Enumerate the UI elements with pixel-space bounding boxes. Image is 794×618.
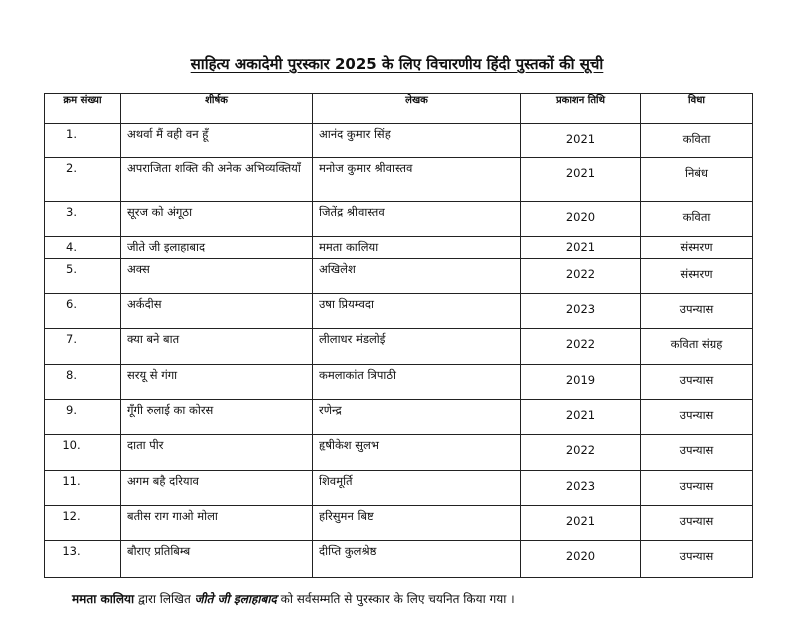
table-header-row xyxy=(45,94,753,124)
cell-author: हरिसुमन बिष्ट xyxy=(313,506,521,541)
table-row xyxy=(45,435,753,471)
cell-date: 2021 xyxy=(521,400,641,435)
column-header-title: शीर्षक xyxy=(121,94,313,124)
cell-genre: उपन्यास xyxy=(641,365,753,400)
cell-title: दाता पीर xyxy=(121,435,313,471)
column-header-date: प्रकाशन तिथि xyxy=(521,94,641,124)
cell-title: अथर्वा मैं वही वन हूँ xyxy=(121,124,313,158)
cell-date: 2020 xyxy=(521,541,641,578)
table-row xyxy=(45,259,753,294)
column-header-author: लेखक xyxy=(313,94,521,124)
cell-serial: 7. xyxy=(45,329,121,365)
cell-serial: 10. xyxy=(45,435,121,471)
table-row xyxy=(45,400,753,435)
cell-author: आनंद कुमार सिंह xyxy=(313,124,521,158)
cell-title: अक्स xyxy=(121,259,313,294)
column-header-genre: विधा xyxy=(641,94,753,124)
cell-author: रणेन्द्र xyxy=(313,400,521,435)
books-table xyxy=(44,93,753,578)
cell-genre: कविता xyxy=(641,202,753,237)
cell-serial: 8. xyxy=(45,365,121,400)
table-row xyxy=(45,237,753,259)
cell-date: 2021 xyxy=(521,124,641,158)
cell-date: 2022 xyxy=(521,435,641,471)
selected-book: जीते जी इलाहाबाद xyxy=(194,592,277,606)
cell-serial: 3. xyxy=(45,202,121,237)
cell-serial: 4. xyxy=(45,237,121,259)
cell-genre: संस्मरण xyxy=(641,259,753,294)
cell-author: उषा प्रियम्वदा xyxy=(313,294,521,329)
table-row xyxy=(45,506,753,541)
cell-genre: उपन्यास xyxy=(641,541,753,578)
cell-author: दीप्ति कुलश्रेष्ठ xyxy=(313,541,521,578)
cell-serial: 5. xyxy=(45,259,121,294)
table-row xyxy=(45,471,753,506)
cell-serial: 6. xyxy=(45,294,121,329)
cell-serial: 9. xyxy=(45,400,121,435)
cell-author: अखिलेश xyxy=(313,259,521,294)
cell-title: गूँगी रुलाई का कोरस xyxy=(121,400,313,435)
cell-serial: 12. xyxy=(45,506,121,541)
cell-author: ममता कालिया xyxy=(313,237,521,259)
cell-date: 2022 xyxy=(521,329,641,365)
cell-title: जीते जी इलाहाबाद xyxy=(121,237,313,259)
cell-genre: निबंध xyxy=(641,158,753,202)
cell-author: कमलाकांत त्रिपाठी xyxy=(313,365,521,400)
page-title: साहित्य अकादेमी पुरस्कार 2025 के लिए विचारणीय हिंदी पुस्तकों की सूची xyxy=(190,55,604,73)
cell-date: 2021 xyxy=(521,158,641,202)
cell-title: सरयू से गंगा xyxy=(121,365,313,400)
table-row xyxy=(45,158,753,202)
cell-date: 2021 xyxy=(521,237,641,259)
selection-note xyxy=(72,590,515,607)
column-header-serial: क्रम संख्या xyxy=(45,94,121,124)
cell-genre: कविता xyxy=(641,124,753,158)
cell-title: अपराजिता शक्ति की अनेक अभिव्यक्तियाँ xyxy=(121,158,313,202)
cell-author: शिवमूर्ति xyxy=(313,471,521,506)
cell-genre: संस्मरण xyxy=(641,237,753,259)
cell-date: 2019 xyxy=(521,365,641,400)
cell-title: अर्कदीस xyxy=(121,294,313,329)
cell-genre: उपन्यास xyxy=(641,435,753,471)
cell-serial: 13. xyxy=(45,541,121,578)
cell-author: हृषीकेश सुलभ xyxy=(313,435,521,471)
cell-title: बौराए प्रतिबिम्ब xyxy=(121,541,313,578)
cell-genre: उपन्यास xyxy=(641,506,753,541)
cell-author: जितेंद्र श्रीवास्तव xyxy=(313,202,521,237)
table-row xyxy=(45,541,753,578)
cell-title: सूरज को अंगूठा xyxy=(121,202,313,237)
table-row xyxy=(45,294,753,329)
note-text-2: को सर्वसम्मति से पुरस्कार के लिए चयनित किया गया । xyxy=(280,592,515,606)
table-row xyxy=(45,329,753,365)
cell-genre: उपन्यास xyxy=(641,471,753,506)
cell-date: 2023 xyxy=(521,294,641,329)
cell-date: 2023 xyxy=(521,471,641,506)
cell-serial: 11. xyxy=(45,471,121,506)
cell-serial: 2. xyxy=(45,158,121,202)
table-row xyxy=(45,202,753,237)
cell-date: 2022 xyxy=(521,259,641,294)
cell-genre: कविता संग्रह xyxy=(641,329,753,365)
cell-author: मनोज कुमार श्रीवास्तव xyxy=(313,158,521,202)
cell-title: बतीस राग गाओ मोला xyxy=(121,506,313,541)
cell-date: 2020 xyxy=(521,202,641,237)
cell-author: लीलाधर मंडलोई xyxy=(313,329,521,365)
cell-title: क्या बने बात xyxy=(121,329,313,365)
table-row xyxy=(45,124,753,158)
note-text-1: द्वारा लिखित xyxy=(137,592,191,606)
cell-genre: उपन्यास xyxy=(641,400,753,435)
selected-author: ममता कालिया xyxy=(72,592,135,606)
cell-genre: उपन्यास xyxy=(641,294,753,329)
cell-title: अगम बहै दरियाव xyxy=(121,471,313,506)
cell-serial: 1. xyxy=(45,124,121,158)
table-row xyxy=(45,365,753,400)
cell-date: 2021 xyxy=(521,506,641,541)
